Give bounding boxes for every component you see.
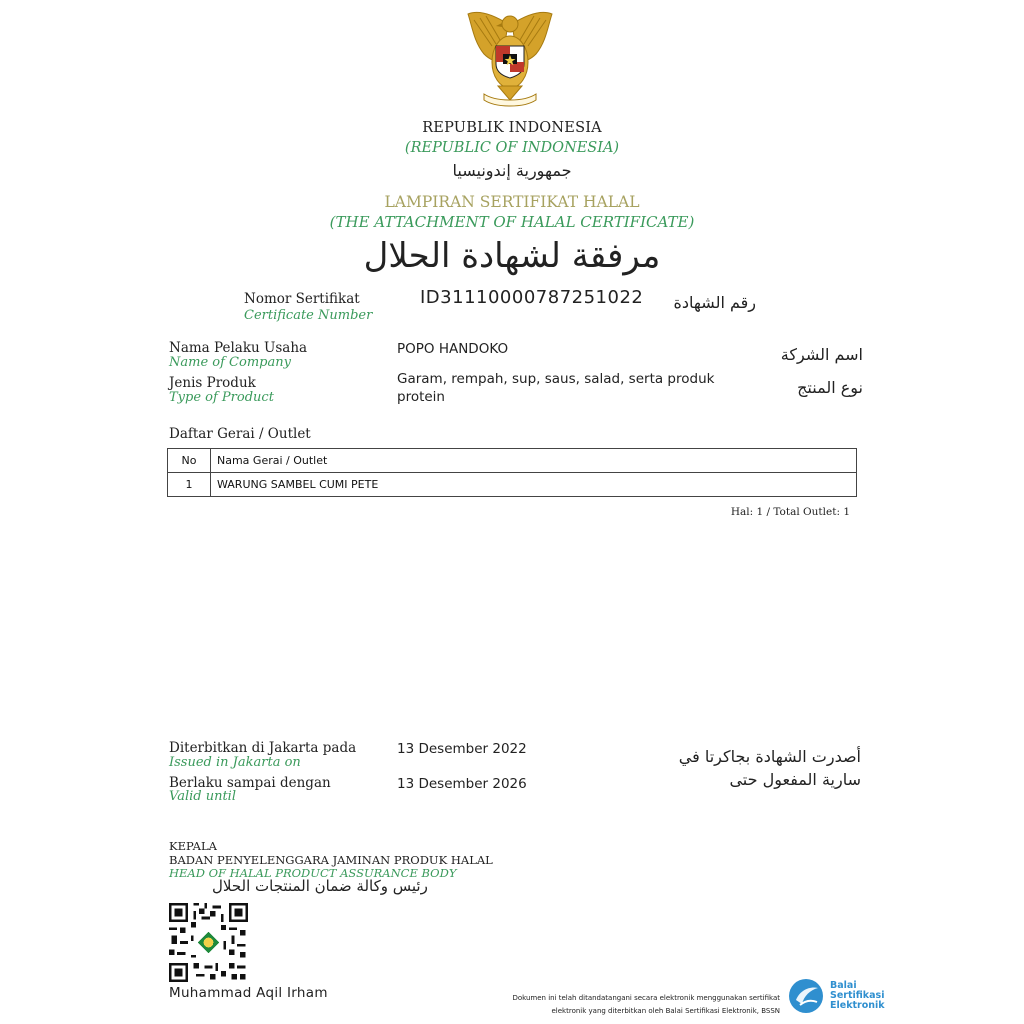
footer-note-line2: elektronik yang diterbitkan oleh Balai Sertifikasi Elektronik, BSSN [551, 1007, 780, 1015]
country-title-en: (REPUBLIC OF INDONESIA) [404, 140, 620, 156]
qr-code-icon [169, 903, 248, 982]
product-type-label: Jenis Produk [169, 375, 256, 391]
valid-until-date: 13 Desember 2026 [397, 776, 527, 792]
bsre-logo-text [830, 981, 885, 1011]
country-title-ar: جمهورية إندونيسيا [452, 161, 572, 180]
company-value: POPO HANDOKO [397, 341, 509, 357]
garuda-emblem-icon [462, 6, 558, 108]
issued-label: Diterbitkan di Jakarta pada [169, 740, 357, 756]
document-title-ar: مرفقة لشهادة الحلال [363, 236, 661, 276]
valid-until-label-ar: سارية المفعول حتى [729, 770, 861, 789]
signer-name: Muhammad Aqil Irham [169, 985, 328, 1001]
table-row [168, 473, 857, 497]
company-label-ar: اسم الشركة [780, 345, 863, 364]
document-title: LAMPIRAN SERTIFIKAT HALAL [384, 193, 640, 211]
page-info: Hal: 1 / Total Outlet: 1 [730, 506, 850, 518]
signature-title-line2: BADAN PENYELENGGARA JAMINAN PRODUK HALAL [169, 853, 493, 867]
footer-note-line1: Dokumen ini telah ditandatangani secara elektronik menggunakan sertifikat [512, 994, 780, 1002]
certificate-number-label-en: Certificate Number [244, 308, 373, 323]
product-type-value: Garam, rempah, sup, saus, salad, serta produk protein [397, 371, 715, 405]
bsre-text-line3: Elektronik [830, 1000, 885, 1011]
issued-date: 13 Desember 2022 [397, 741, 527, 757]
bsre-text-line2: Sertifikasi [830, 990, 885, 1001]
country-title: REPUBLIK INDONESIA [422, 120, 602, 136]
product-type-label-en: Type of Product [169, 390, 274, 405]
outlet-table [167, 448, 857, 497]
signature-title-en: HEAD OF HALAL PRODUCT ASSURANCE BODY [169, 866, 457, 880]
issued-label-en: Issued in Jakarta on [169, 755, 301, 770]
outlet-name: WARUNG SAMBEL CUMI PETE [211, 473, 857, 497]
company-label-en: Name of Company [169, 355, 291, 370]
issued-label-ar: أصدرت الشهادة بجاكرتا في [678, 747, 861, 766]
outlet-list-title: Daftar Gerai / Outlet [169, 426, 311, 442]
company-label: Nama Pelaku Usaha [169, 340, 308, 356]
signature-title-ar: رئيس وكالة ضمان المنتجات الحلال [212, 877, 428, 895]
bsre-logo-icon [788, 978, 824, 1014]
valid-until-label: Berlaku sampai dengan [169, 775, 331, 791]
certificate-number-label: Nomor Sertifikat [244, 291, 360, 307]
column-header-no: No [168, 449, 211, 473]
valid-until-label-en: Valid until [169, 789, 236, 804]
column-header-outlet-name: Nama Gerai / Outlet [211, 449, 857, 473]
certificate-number-value: ID31110000787251022 [420, 287, 644, 308]
outlet-table-header [168, 449, 857, 473]
signature-title-line1: KEPALA [169, 839, 217, 853]
certificate-number-label-ar: رقم الشهادة [673, 293, 756, 312]
bsre-text-line1: Balai [830, 980, 857, 991]
outlet-no: 1 [168, 473, 211, 497]
product-type-label-ar: نوع المنتج [797, 378, 863, 397]
document-title-en: (THE ATTACHMENT OF HALAL CERTIFICATE) [329, 213, 695, 231]
